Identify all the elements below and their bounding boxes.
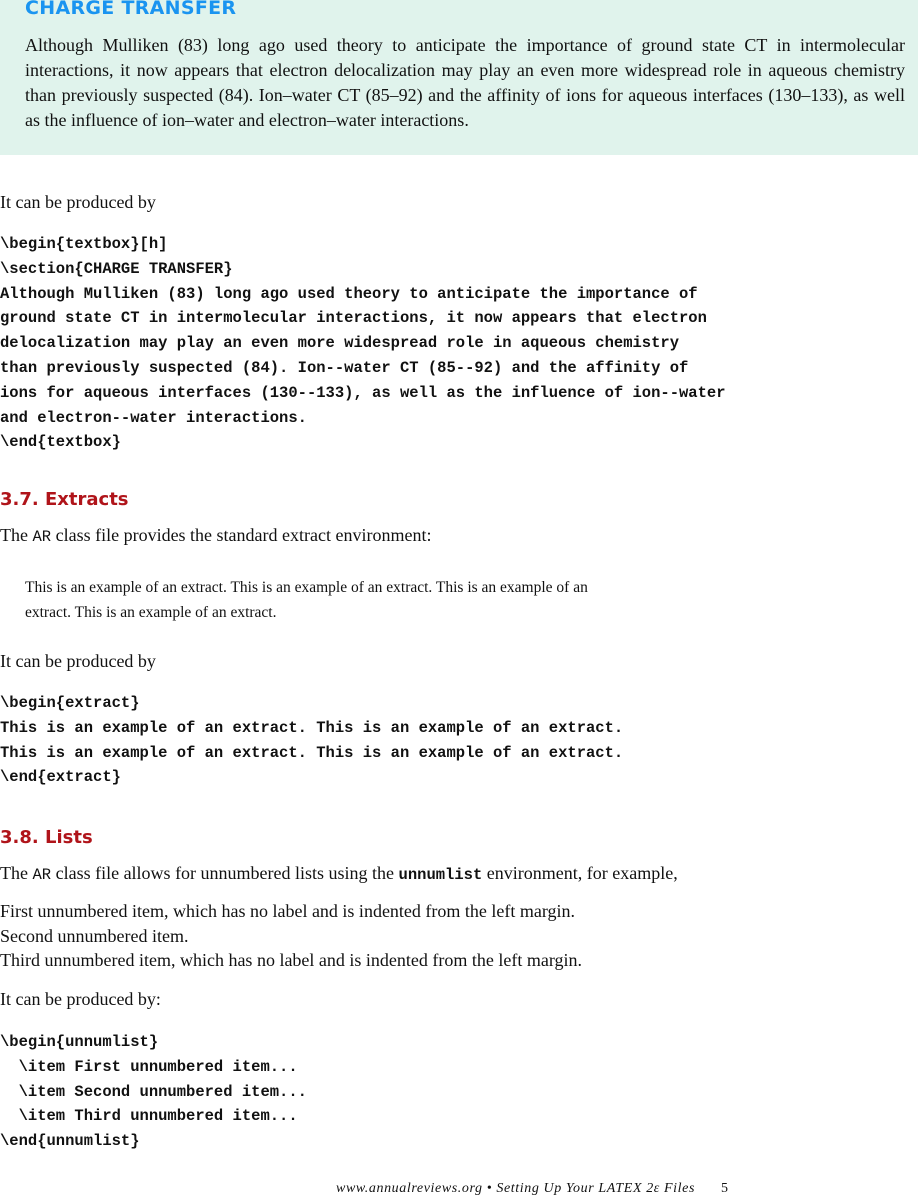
inline-code: unnumlist	[398, 866, 483, 884]
code-line: \item Second unnumbered item...	[0, 1082, 307, 1101]
code-line: ground state CT in intermolecular interactions, it now appears that electron	[0, 309, 707, 328]
textbox-body: Although Mulliken (83) long ago used theory to anticipate the importance of ground state CT in intermolecular interactions, it now appears that electron delocalization may play an even more widespread role in aqueous chemistry than previously suspected (84). Ion–water CT (85–92) and the affinity of ions for aqueous interfaces (130–133), as well as the influence of ion–water and electron–water interactions.	[25, 35, 905, 130]
list-item: Second unnumbered item.	[0, 925, 189, 946]
page-number: 5	[721, 1181, 729, 1196]
produced-by-text: It can be produced by	[0, 192, 156, 212]
code-line: \end{unnumlist}	[0, 1132, 140, 1151]
section-heading-extracts: 3.7. Extracts	[0, 489, 129, 510]
text: The	[0, 525, 33, 545]
inline-code: AR	[32, 866, 52, 884]
charge-transfer-textbox	[0, 0, 918, 155]
code-line: than previously suspected (84). Ion--water CT (85--92) and the affinity of	[0, 358, 689, 377]
code-block-extract	[0, 691, 623, 790]
code-line: \end{textbox}	[0, 433, 121, 452]
code-block-textbox	[0, 232, 726, 455]
code-line: and electron--water interactions.	[0, 408, 307, 427]
textbox-title: CHARGE TRANSFER	[25, 0, 237, 19]
code-line: \end{extract}	[0, 768, 121, 787]
code-line: delocalization may play an even more widespread role in aqueous chemistry	[0, 334, 680, 353]
text: environment, for example,	[482, 863, 678, 883]
extract-line: This is an example of an extract. This is an example of an extract. This is an example of an	[25, 579, 588, 596]
produced-by-text: It can be produced by:	[0, 989, 161, 1009]
extract-example	[25, 575, 905, 625]
code-line: \begin{extract}	[0, 694, 140, 712]
code-line: \begin{textbox}[h]	[0, 235, 168, 253]
extracts-intro	[0, 523, 431, 550]
page-footer	[336, 1181, 729, 1197]
footer-text: www.annualreviews.org • Setting Up Your LATEX 2ε Files	[336, 1181, 696, 1196]
list-item: First unnumbered item, which has no label and is indented from the left margin.	[0, 901, 576, 921]
unnumbered-list	[0, 899, 582, 973]
code-line: \item Third unnumbered item...	[0, 1107, 298, 1126]
lists-intro	[0, 861, 678, 888]
code-block-unnumlist	[0, 1030, 307, 1154]
code-line: ions for aqueous interfaces (130--133), as well as the influence of ion--water	[0, 383, 726, 402]
code-line: Although Mulliken (83) long ago used theory to anticipate the importance of	[0, 284, 698, 303]
list-item: Third unnumbered item, which has no label and is indented from the left margin.	[0, 950, 583, 970]
inline-code: AR	[32, 528, 52, 546]
code-line: \begin{unnumlist}	[0, 1033, 159, 1051]
produced-by-text: It can be produced by	[0, 651, 156, 671]
code-line: This is an example of an extract. This is an example of an extract.	[0, 718, 624, 737]
extract-line: extract. This is an example of an extract.	[25, 604, 277, 621]
text: The	[0, 863, 33, 883]
code-line: This is an example of an extract. This is an example of an extract.	[0, 743, 624, 762]
code-line: \item First unnumbered item...	[0, 1057, 298, 1076]
section-heading-lists: 3.8. Lists	[0, 827, 93, 848]
text: class file allows for unnumbered lists using the	[51, 863, 399, 883]
text: class file provides the standard extract environment:	[51, 525, 432, 545]
code-line: \section{CHARGE TRANSFER}	[0, 259, 233, 278]
